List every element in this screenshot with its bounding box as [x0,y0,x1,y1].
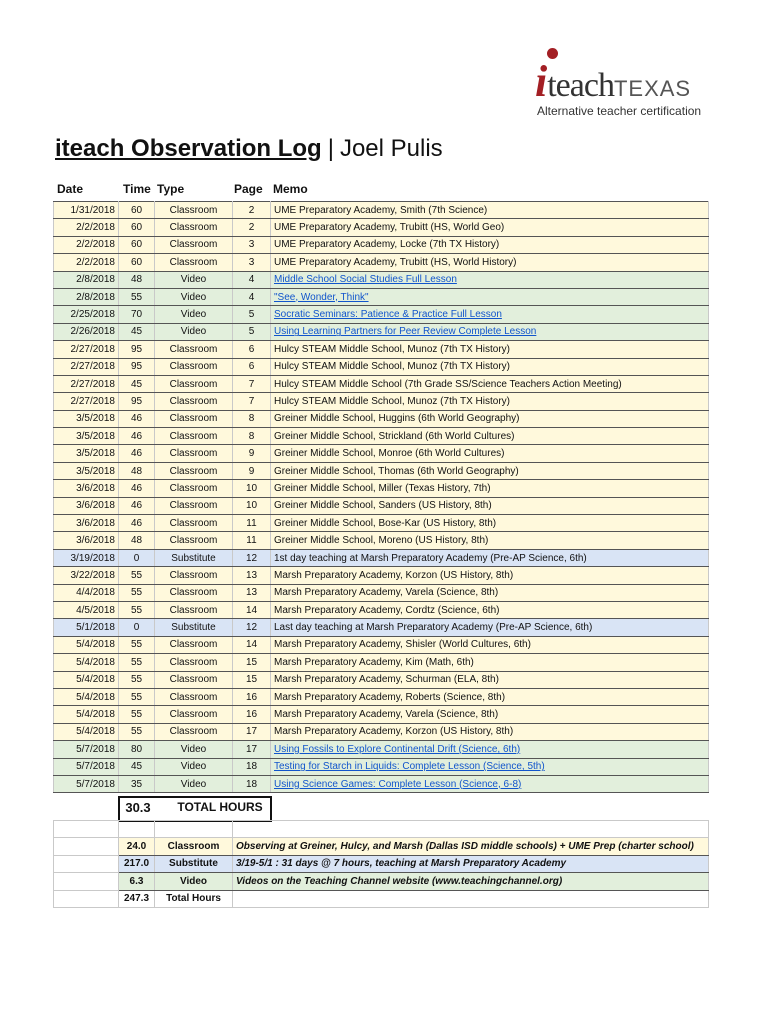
summary-blank-cell [54,890,119,907]
cell-memo [271,288,709,305]
cell-type: Classroom [155,358,233,375]
cell-type: Video [155,288,233,305]
cell-page: 13 [233,584,271,601]
table-row [54,619,709,636]
cell-time: 60 [119,202,155,219]
cell-page: 11 [233,532,271,549]
cell-page: 15 [233,654,271,671]
cell-type: Classroom [155,445,233,462]
cell-date: 5/4/2018 [54,706,119,723]
cell-page: 14 [233,636,271,653]
cell-memo: Marsh Preparatory Academy, Cordtz (Science, 6th) [271,601,709,618]
cell-time: 48 [119,271,155,288]
cell-date: 3/5/2018 [54,428,119,445]
cell-date: 2/27/2018 [54,393,119,410]
cell-page: 9 [233,462,271,479]
table-row [54,202,709,219]
cell-time: 45 [119,375,155,392]
summary-body [54,821,709,908]
cell-page: 6 [233,341,271,358]
cell-time: 45 [119,758,155,775]
cell-time: 48 [119,462,155,479]
cell-date: 3/5/2018 [54,410,119,427]
cell-page: 7 [233,375,271,392]
header-time: Time [123,182,151,196]
cell-time: 60 [119,236,155,253]
header-type: Type [157,182,185,196]
table-row [54,236,709,253]
blank-cell [155,821,233,838]
logo-teach: teach [547,67,614,104]
blank-cell [54,821,119,838]
cell-date: 4/4/2018 [54,584,119,601]
table-row [54,358,709,375]
cell-date: 5/7/2018 [54,758,119,775]
cell-date: 5/7/2018 [54,775,119,792]
summary-note: Observing at Greiner, Hulcy, and Marsh (Dallas ISD middle schools) + UME Prep (charter school) [233,838,709,855]
cell-date: 5/4/2018 [54,636,119,653]
cell-time: 55 [119,723,155,740]
table-row [54,375,709,392]
table-row [54,288,709,305]
cell-date: 3/19/2018 [54,549,119,566]
summary-type: Classroom [155,838,233,855]
cell-date: 4/5/2018 [54,601,119,618]
table-row [54,567,709,584]
cell-type: Classroom [155,706,233,723]
table-row [54,706,709,723]
cell-page: 5 [233,323,271,340]
summary-row [54,855,709,872]
cell-date: 2/8/2018 [54,288,119,305]
memo-link[interactable]: Using Learning Partners for Peer Review Complete Lesson [274,326,537,338]
cell-type: Classroom [155,410,233,427]
table-row [54,341,709,358]
cell-page: 18 [233,775,271,792]
cell-page: 5 [233,306,271,323]
cell-type: Classroom [155,462,233,479]
cell-time: 46 [119,515,155,532]
memo-link[interactable]: Socratic Seminars: Patience & Practice Full Lesson [274,309,502,321]
summary-hours: 247.3 [119,890,155,907]
cell-memo: UME Preparatory Academy, Locke (7th TX History) [271,236,709,253]
cell-memo: Greiner Middle School, Bose-Kar (US History, 8th) [271,515,709,532]
blank-row [54,821,709,838]
cell-date: 5/4/2018 [54,688,119,705]
cell-type: Classroom [155,428,233,445]
table-row [54,532,709,549]
cell-type: Classroom [155,219,233,236]
cell-time: 46 [119,410,155,427]
summary-hours: 24.0 [119,838,155,855]
cell-time: 46 [119,497,155,514]
cell-page: 10 [233,480,271,497]
summary-hours: 217.0 [119,855,155,872]
cell-memo: Marsh Preparatory Academy, Roberts (Science, 8th) [271,688,709,705]
cell-page: 16 [233,688,271,705]
table-row [54,723,709,740]
cell-time: 55 [119,288,155,305]
summary-type: Video [155,873,233,890]
table-row [54,601,709,618]
cell-time: 55 [119,567,155,584]
cell-page: 18 [233,758,271,775]
cell-memo: Greiner Middle School, Sanders (US History, 8th) [271,497,709,514]
cell-page: 16 [233,706,271,723]
header-memo: Memo [273,182,308,196]
cell-memo: Marsh Preparatory Academy, Korzon (US History, 8th) [271,723,709,740]
cell-type: Classroom [155,688,233,705]
cell-type: Video [155,741,233,758]
cell-date: 2/2/2018 [54,236,119,253]
cell-date: 3/6/2018 [54,515,119,532]
cell-type: Classroom [155,254,233,271]
blank-cell [233,821,709,838]
cell-date: 1/31/2018 [54,202,119,219]
cell-memo: Hulcy STEAM Middle School, Munoz (7th TX History) [271,341,709,358]
total-hours-value: 30.3 [125,800,151,815]
iteach-texas-logo [535,48,715,123]
cell-time: 80 [119,741,155,758]
cell-memo: Last day teaching at Marsh Preparatory Academy (Pre-AP Science, 6th) [271,619,709,636]
cell-date: 2/8/2018 [54,271,119,288]
cell-memo: Hulcy STEAM Middle School, Munoz (7th TX History) [271,393,709,410]
cell-page: 11 [233,515,271,532]
cell-date: 3/5/2018 [54,445,119,462]
page-title [55,135,443,163]
cell-page: 12 [233,549,271,566]
table-row [54,688,709,705]
cell-date: 3/6/2018 [54,480,119,497]
cell-type: Classroom [155,375,233,392]
cell-memo: Greiner Middle School, Moreno (US History, 8th) [271,532,709,549]
cell-date: 2/2/2018 [54,254,119,271]
table-row [54,323,709,340]
cell-type: Classroom [155,515,233,532]
cell-type: Classroom [155,236,233,253]
cell-time: 55 [119,706,155,723]
logo-i: i [535,57,548,106]
table-row [54,480,709,497]
title-main: iteach Observation Log [55,135,322,162]
cell-type: Video [155,758,233,775]
cell-time: 45 [119,323,155,340]
cell-memo: Marsh Preparatory Academy, Varela (Science, 8th) [271,706,709,723]
cell-memo: Hulcy STEAM Middle School, Munoz (7th TX History) [271,358,709,375]
cell-page: 3 [233,236,271,253]
title-name: Joel Pulis [339,135,443,162]
cell-time: 55 [119,601,155,618]
cell-memo: Greiner Middle School, Monroe (6th World Cultures) [271,445,709,462]
cell-date: 3/5/2018 [54,462,119,479]
cell-type: Video [155,306,233,323]
cell-type: Classroom [155,393,233,410]
cell-page: 12 [233,619,271,636]
cell-type: Video [155,775,233,792]
summary-table [53,820,709,908]
table-row [54,515,709,532]
cell-type: Classroom [155,532,233,549]
memo-link[interactable]: Testing for Starch in Liquids: Complete Lesson (Science, 5th) [274,761,545,773]
cell-memo [271,741,709,758]
table-row [54,758,709,775]
summary-note: Videos on the Teaching Channel website (www.teachingchannel.org) [233,873,709,890]
table-row [54,271,709,288]
cell-memo: Marsh Preparatory Academy, Varela (Science, 8th) [271,584,709,601]
cell-time: 48 [119,532,155,549]
cell-page: 3 [233,254,271,271]
cell-page: 6 [233,358,271,375]
cell-memo [271,271,709,288]
cell-time: 46 [119,480,155,497]
cell-time: 95 [119,341,155,358]
cell-time: 60 [119,219,155,236]
cell-date: 5/7/2018 [54,741,119,758]
cell-date: 2/26/2018 [54,323,119,340]
table-row [54,254,709,271]
cell-memo: UME Preparatory Academy, Trubitt (HS, World Geo) [271,219,709,236]
cell-page: 4 [233,271,271,288]
cell-time: 95 [119,393,155,410]
title-separator: | [327,135,334,162]
cell-time: 0 [119,549,155,566]
table-row [54,497,709,514]
cell-date: 2/25/2018 [54,306,119,323]
cell-type: Substitute [155,549,233,566]
summary-row [54,873,709,890]
memo-link[interactable]: "See, Wonder, Think" [274,291,369,303]
observation-log-table [53,201,709,793]
cell-page: 2 [233,202,271,219]
cell-memo: Marsh Preparatory Academy, Kim (Math, 6th) [271,654,709,671]
table-row [54,549,709,566]
cell-memo: Greiner Middle School, Huggins (6th World Geography) [271,410,709,427]
cell-time: 55 [119,688,155,705]
table-row [54,410,709,427]
cell-type: Classroom [155,202,233,219]
cell-page: 17 [233,723,271,740]
summary-type: Substitute [155,855,233,872]
cell-memo: UME Preparatory Academy, Smith (7th Science) [271,202,709,219]
cell-type: Classroom [155,341,233,358]
cell-memo [271,306,709,323]
cell-type: Classroom [155,671,233,688]
logo-texas: TEXAS [613,76,692,101]
cell-memo: 1st day teaching at Marsh Preparatory Academy (Pre-AP Science, 6th) [271,549,709,566]
cell-date: 5/1/2018 [54,619,119,636]
cell-page: 17 [233,741,271,758]
cell-type: Classroom [155,601,233,618]
summary-note: 3/19-5/1 : 31 days @ 7 hours, teaching at Marsh Preparatory Academy [233,855,709,872]
cell-memo: Marsh Preparatory Academy, Schurman (ELA, 8th) [271,671,709,688]
cell-memo: UME Preparatory Academy, Trubitt (HS, World History) [271,254,709,271]
cell-type: Classroom [155,480,233,497]
cell-date: 3/6/2018 [54,532,119,549]
cell-time: 55 [119,654,155,671]
total-hours-box [118,796,272,822]
cell-memo: Greiner Middle School, Strickland (6th World Cultures) [271,428,709,445]
cell-memo: Greiner Middle School, Thomas (6th World Geography) [271,462,709,479]
cell-memo [271,775,709,792]
cell-date: 2/27/2018 [54,358,119,375]
cell-date: 5/4/2018 [54,654,119,671]
table-row [54,445,709,462]
cell-type: Classroom [155,567,233,584]
cell-page: 13 [233,567,271,584]
summary-type: Total Hours [155,890,233,907]
cell-time: 35 [119,775,155,792]
cell-time: 60 [119,254,155,271]
cell-date: 2/27/2018 [54,375,119,392]
table-row [54,428,709,445]
cell-memo: Greiner Middle School, Miller (Texas History, 7th) [271,480,709,497]
cell-date: 3/6/2018 [54,497,119,514]
summary-row [54,838,709,855]
summary-row [54,890,709,907]
logo-wordmark [535,56,691,107]
cell-date: 5/4/2018 [54,671,119,688]
table-row [54,393,709,410]
cell-time: 46 [119,445,155,462]
cell-memo: Hulcy STEAM Middle School (7th Grade SS/Science Teachers Action Meeting) [271,375,709,392]
cell-page: 10 [233,497,271,514]
table-row [54,775,709,792]
cell-memo: Marsh Preparatory Academy, Shisler (World Cultures, 6th) [271,636,709,653]
cell-page: 15 [233,671,271,688]
cell-page: 2 [233,219,271,236]
table-row [54,636,709,653]
summary-blank-cell [54,838,119,855]
blank-cell [119,821,155,838]
summary-note [233,890,709,907]
cell-type: Classroom [155,636,233,653]
cell-time: 70 [119,306,155,323]
logo-tagline: Alternative teacher certification [537,104,702,118]
cell-memo [271,758,709,775]
cell-date: 3/22/2018 [54,567,119,584]
cell-time: 0 [119,619,155,636]
summary-blank-cell [54,873,119,890]
cell-type: Video [155,271,233,288]
cell-type: Classroom [155,497,233,514]
cell-type: Video [155,323,233,340]
table-row [54,219,709,236]
total-hours-label: TOTAL HOURS [177,800,263,814]
header-date: Date [57,182,84,196]
cell-page: 8 [233,428,271,445]
cell-page: 4 [233,288,271,305]
table-row [54,654,709,671]
cell-time: 55 [119,636,155,653]
cell-page: 9 [233,445,271,462]
table-row [54,671,709,688]
cell-memo: Marsh Preparatory Academy, Korzon (US History, 8th) [271,567,709,584]
cell-date: 5/4/2018 [54,723,119,740]
header-page: Page [234,182,263,196]
cell-time: 46 [119,428,155,445]
memo-link[interactable]: Using Fossils to Explore Continental Drift (Science, 6th) [274,743,521,755]
cell-time: 55 [119,671,155,688]
memo-link[interactable]: Middle School Social Studies Full Lesson [274,274,457,286]
cell-memo [271,323,709,340]
cell-type: Substitute [155,619,233,636]
table-row [54,741,709,758]
cell-type: Classroom [155,723,233,740]
memo-link[interactable]: Using Science Games: Complete Lesson (Science, 6-8) [274,778,522,790]
cell-date: 2/27/2018 [54,341,119,358]
cell-type: Classroom [155,584,233,601]
table-row [54,306,709,323]
table-row [54,584,709,601]
cell-time: 95 [119,358,155,375]
summary-blank-cell [54,855,119,872]
cell-page: 7 [233,393,271,410]
cell-time: 55 [119,584,155,601]
summary-hours: 6.3 [119,873,155,890]
cell-page: 14 [233,601,271,618]
table-row [54,462,709,479]
log-body [54,202,709,793]
cell-date: 2/2/2018 [54,219,119,236]
cell-page: 8 [233,410,271,427]
cell-type: Classroom [155,654,233,671]
